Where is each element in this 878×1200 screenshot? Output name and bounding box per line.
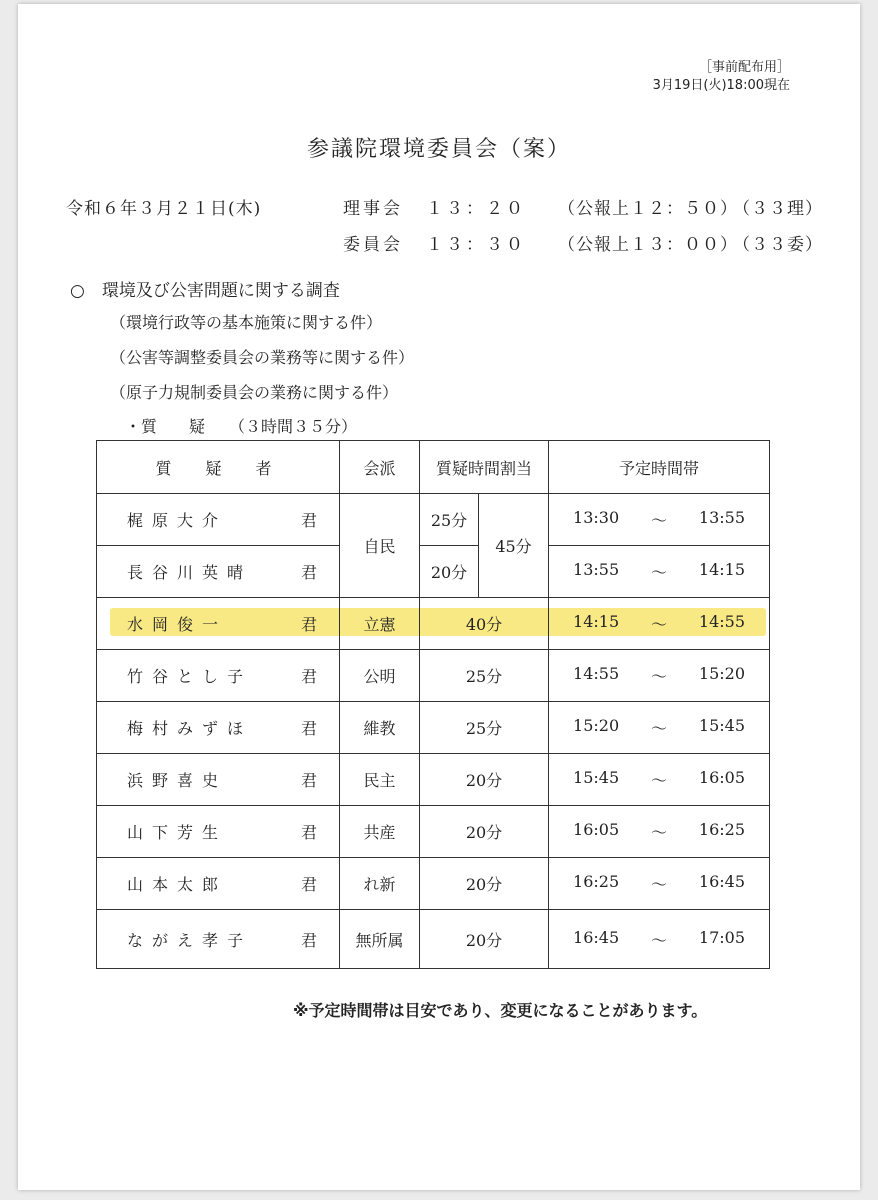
minutes-cell: 20分 bbox=[420, 806, 549, 858]
header-faction: 会派 bbox=[340, 441, 420, 494]
honorific: 君 bbox=[300, 719, 317, 738]
start-time: 13:30 bbox=[573, 508, 620, 527]
table-row bbox=[97, 494, 770, 546]
tilde: 〜 bbox=[651, 771, 668, 790]
questioner-name-cell bbox=[97, 858, 340, 910]
table-header-row bbox=[97, 441, 770, 494]
questioner-name-cell bbox=[97, 546, 340, 598]
questioner-schedule-table bbox=[96, 440, 770, 969]
questioner-name-cell bbox=[97, 650, 340, 702]
questioner-name-cell bbox=[97, 806, 340, 858]
end-time: 15:20 bbox=[698, 664, 745, 683]
questioner-name: 水岡俊一 bbox=[127, 615, 228, 634]
start-time: 16:25 bbox=[573, 872, 620, 891]
questioner-name: ながえ孝子 bbox=[127, 930, 253, 950]
end-time: 14:55 bbox=[698, 612, 745, 631]
tilde: 〜 bbox=[651, 511, 668, 530]
minutes-cell: 40分 bbox=[420, 598, 549, 650]
as-of-timestamp: 3月19日(火)18:00現在 bbox=[652, 78, 790, 93]
start-time: 14:55 bbox=[573, 664, 620, 683]
questioner-name-cell bbox=[97, 702, 340, 754]
faction-cell: れ新 bbox=[340, 858, 420, 910]
end-time: 16:45 bbox=[698, 872, 745, 891]
questioner-name: 梅村みずほ bbox=[127, 719, 253, 738]
agenda-subitem: （環境行政等の基本施策に関する件） bbox=[110, 313, 383, 332]
tilde: 〜 bbox=[651, 563, 668, 582]
minutes-cell: 20分 bbox=[420, 910, 549, 969]
time-slot-cell bbox=[549, 598, 770, 650]
questioner-name: 山本太郎 bbox=[127, 875, 228, 894]
minutes-cell: 25分 bbox=[420, 494, 479, 546]
table-row bbox=[97, 650, 770, 702]
honorific: 君 bbox=[300, 511, 317, 530]
questioner-name: 梶原大介 bbox=[127, 511, 228, 530]
minutes-cell: 25分 bbox=[420, 702, 549, 754]
questioner-name: 山下芳生 bbox=[127, 823, 228, 842]
time-slot-cell bbox=[549, 910, 770, 969]
committee-meeting-code: （３３委） bbox=[733, 235, 823, 255]
tilde: 〜 bbox=[651, 719, 668, 738]
table-row bbox=[97, 598, 770, 650]
minutes-cell: 20分 bbox=[420, 754, 549, 806]
tilde: 〜 bbox=[651, 667, 668, 686]
questioner-name: 長谷川英晴 bbox=[127, 563, 253, 582]
board-meeting-code: （３３理） bbox=[733, 199, 823, 219]
minutes-cell: 20分 bbox=[420, 858, 549, 910]
table-row bbox=[97, 910, 770, 969]
document-title: 参議院環境委員会（案） bbox=[306, 137, 571, 162]
questioner-name: 浜野喜史 bbox=[127, 771, 228, 790]
end-time: 16:25 bbox=[698, 820, 745, 839]
committee-meeting-label: 委員会 bbox=[343, 235, 403, 255]
table-row bbox=[97, 754, 770, 806]
faction-cell: 民主 bbox=[340, 754, 420, 806]
honorific: 君 bbox=[300, 563, 317, 582]
table-row bbox=[97, 806, 770, 858]
time-slot-cell bbox=[549, 494, 770, 546]
faction-cell: 維教 bbox=[340, 702, 420, 754]
faction-cell: 立憲 bbox=[340, 598, 420, 650]
end-time: 13:55 bbox=[698, 508, 745, 527]
honorific: 君 bbox=[300, 823, 317, 842]
end-time: 17:05 bbox=[698, 927, 745, 947]
honorific: 君 bbox=[300, 930, 317, 950]
tilde: 〜 bbox=[651, 823, 668, 842]
start-time: 15:45 bbox=[573, 768, 620, 787]
start-time: 14:15 bbox=[573, 612, 620, 631]
distribution-note: ［事前配布用］ bbox=[698, 60, 790, 75]
faction-cell: 自民 bbox=[340, 494, 420, 598]
document-page bbox=[18, 4, 860, 1190]
honorific: 君 bbox=[300, 875, 317, 894]
start-time: 15:20 bbox=[573, 716, 620, 735]
honorific: 君 bbox=[300, 771, 317, 790]
header-questioner: 質 疑 者 bbox=[97, 441, 340, 494]
end-time: 14:15 bbox=[698, 560, 745, 579]
faction-cell: 公明 bbox=[340, 650, 420, 702]
table-row bbox=[97, 546, 770, 598]
questioner-name-cell bbox=[97, 494, 340, 546]
table-row bbox=[97, 858, 770, 910]
time-slot-cell bbox=[549, 702, 770, 754]
questioner-name-cell bbox=[97, 754, 340, 806]
start-time: 16:05 bbox=[573, 820, 620, 839]
time-slot-cell bbox=[549, 858, 770, 910]
minutes-cell: 20分 bbox=[420, 546, 479, 598]
agenda-subitem: （原子力規制委員会の業務に関する件） bbox=[110, 383, 399, 402]
tilde: 〜 bbox=[651, 615, 668, 634]
time-slot-cell bbox=[549, 650, 770, 702]
end-time: 15:45 bbox=[698, 716, 745, 735]
board-meeting-time: １３：２０ bbox=[426, 199, 526, 219]
agenda-subitem: （公害等調整委員会の業務等に関する件） bbox=[110, 348, 415, 367]
board-meeting-gazette-time: （公報上１２：５０） bbox=[558, 199, 738, 219]
minutes-cell: 25分 bbox=[420, 650, 549, 702]
qa-duration-label: ・質 疑 （３時間３５分） bbox=[125, 417, 358, 436]
honorific: 君 bbox=[300, 667, 317, 686]
committee-meeting-gazette-time: （公報上１３：００） bbox=[558, 235, 738, 255]
schedule-note: ※予定時間帯は目安であり、変更になることがあります。 bbox=[293, 1001, 708, 1020]
faction-cell: 共産 bbox=[340, 806, 420, 858]
faction-cell: 無所属 bbox=[340, 910, 420, 969]
board-meeting-label: 理事会 bbox=[343, 199, 403, 219]
time-slot-cell bbox=[549, 806, 770, 858]
tilde: 〜 bbox=[651, 930, 668, 950]
end-time: 16:05 bbox=[698, 768, 745, 787]
start-time: 16:45 bbox=[573, 927, 620, 947]
honorific: 君 bbox=[300, 615, 317, 634]
agenda-item: ○ 環境及び公害問題に関する調査 bbox=[70, 281, 340, 301]
questioner-name: 竹谷とし子 bbox=[127, 667, 253, 686]
header-schedule: 予定時間帯 bbox=[549, 441, 770, 494]
meeting-date: 令和６年３月２１日(木) bbox=[66, 199, 262, 219]
group-total-cell: 45分 bbox=[479, 494, 549, 598]
tilde: 〜 bbox=[651, 875, 668, 894]
time-slot-cell bbox=[549, 754, 770, 806]
questioner-name-cell bbox=[97, 910, 340, 969]
table-row bbox=[97, 702, 770, 754]
committee-meeting-time: １３：３０ bbox=[426, 235, 526, 255]
header-allotment: 質疑時間割当 bbox=[420, 441, 549, 494]
time-slot-cell bbox=[549, 546, 770, 598]
start-time: 13:55 bbox=[573, 560, 620, 579]
questioner-name-cell bbox=[97, 598, 340, 650]
